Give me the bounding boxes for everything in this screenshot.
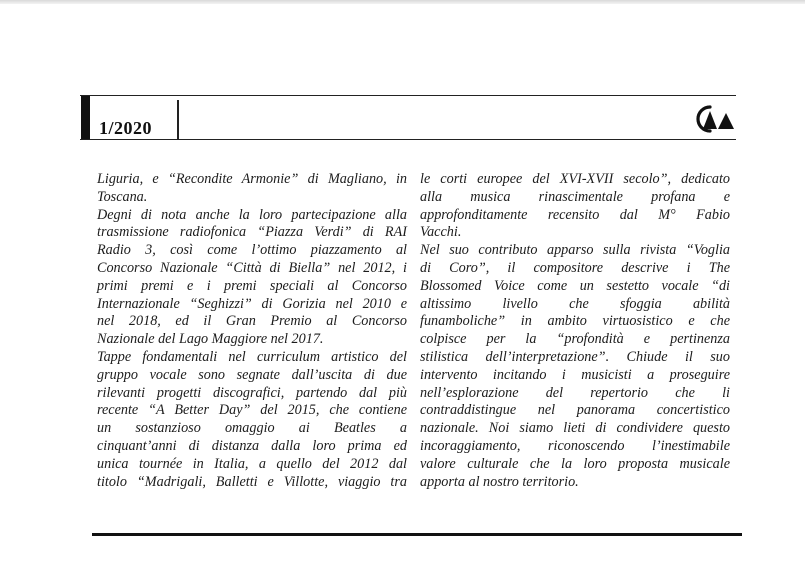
- header-divider: [177, 100, 179, 139]
- text-line: altissimo livello che sfoggia abilità: [420, 295, 730, 312]
- text-line: alla musica rinascimentale profana e: [420, 188, 730, 205]
- text-line: di Coro”, il compositore descrive i The: [420, 259, 730, 276]
- text-line: primi premi e i premi speciali al Concorso: [97, 277, 407, 294]
- text-line: Nel suo contributo apparso sulla rivista “Voglia: [420, 242, 730, 259]
- text-line: Liguria, e “Recondite Armonie” di Magliano, in: [97, 171, 407, 187]
- text-line: titolo “Madrigali, Balletti e Villotte, viaggio tra: [97, 473, 407, 490]
- text-line: Blossomed Voice come un sestetto vocale “di: [420, 277, 730, 294]
- text-line: Nazionale del Lago Maggiore nel 2017.: [97, 331, 324, 348]
- text-line: Toscana.: [97, 188, 148, 205]
- text-line: funamboliche” in ambito virtuosistico e che: [420, 313, 730, 330]
- text-line: Vacchi.: [420, 224, 462, 241]
- text-line: nell’esplorazione del repertorio che li: [420, 384, 730, 401]
- text-line: apporta al nostro territorio.: [420, 473, 579, 490]
- text-line: Tappe fondamentali nel curriculum artistico del: [97, 348, 407, 365]
- text-line: gruppo vocale sono segnate dall’uscita di due: [97, 366, 407, 383]
- text-line: approfonditamente recensito dal M° Fabio: [420, 206, 730, 223]
- text-line: nazionale. Noi siamo lieti di condividere questo: [420, 420, 730, 437]
- text-line: incoraggiamento, riconoscendo l’inestimabile: [420, 437, 730, 454]
- text-line: recente “A Better Day” del 2015, che contiene: [97, 402, 407, 419]
- text-line: intervento incitando i musicisti a proseguire: [420, 366, 730, 383]
- text-line: Radio 3, così come l’ottimo piazzamento al: [97, 242, 407, 259]
- footer-rule: [92, 533, 742, 536]
- article-column-right: [420, 171, 730, 491]
- article-column-left: [97, 171, 407, 491]
- text-line: Degni di nota anche la loro partecipazione alla: [97, 206, 407, 223]
- text-line: trasmissione radiofonica “Piazza Verdi” di RAI: [97, 224, 407, 241]
- text-line: colpisce per la “profondità e pertinenza: [420, 331, 730, 348]
- text-line: Internazionale “Seghizzi” di Gorizia nel 2010 e: [97, 295, 407, 312]
- text-line: stilistica dell’interpretazione”. Chiude il suo: [420, 348, 730, 365]
- text-line: le corti europee del XVI-XVII secolo”, dedicato: [420, 171, 730, 187]
- text-line: Concorso Nazionale “Città di Biella” nel 2012, i: [97, 259, 407, 276]
- header-top-rule: [80, 95, 736, 96]
- text-line: contraddistingue nel panorama concertistico: [420, 402, 730, 419]
- text-line: un sostanzioso omaggio ai Beatles a: [97, 420, 407, 437]
- text-line: rilevanti progetti discografici, partendo dal più: [97, 384, 407, 401]
- text-line: unica tournée in Italia, a quello del 2012 dal: [97, 455, 407, 472]
- text-line: cinquant’anni di distanza dalla loro prima ed: [97, 437, 407, 454]
- magazine-logo-icon: [689, 103, 735, 135]
- header-bottom-rule: [80, 139, 736, 140]
- top-border: [0, 0, 805, 4]
- header-black-bar: [81, 96, 90, 139]
- text-line: nel 2018, ed il Gran Premio al Concorso: [97, 313, 407, 330]
- issue-number: 1/2020: [99, 118, 153, 138]
- text-line: valore culturale che la loro proposta musicale: [420, 455, 730, 472]
